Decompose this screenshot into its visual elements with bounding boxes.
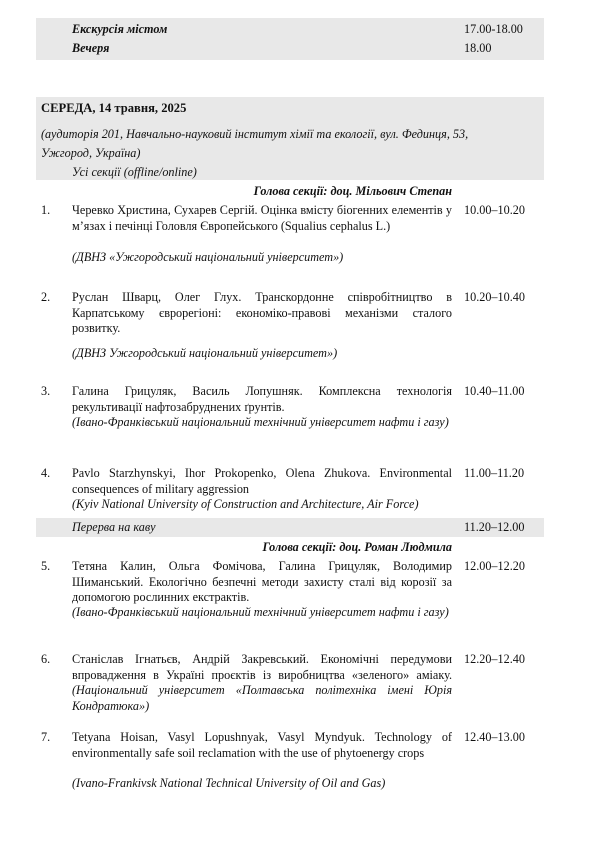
talk-5-time: 12.00–12.20	[464, 559, 525, 573]
talk-2-time: 10.20–10.40	[464, 290, 525, 304]
talk-1-time: 10.00–10.20	[464, 203, 525, 217]
session-chair-2: Голова секції: доц. Роман Людмила	[262, 540, 452, 554]
talk-1-number: 1.	[41, 203, 51, 217]
sections-label: Усі секції (offline/online)	[72, 165, 197, 179]
talk-2-text: Руслан Шварц, Олег Глух. Транскордонне співробітництво в Карпатському єврорегіоні: економіко-правові механізми сталого розвитку.	[72, 290, 452, 335]
talk-6-number: 6.	[41, 652, 51, 666]
talk-5-affiliation: (Івано-Франківський національний технічний університет нафти і газу)	[72, 605, 449, 619]
talk-4-number: 4.	[41, 466, 51, 480]
talk-1-affiliation: (ДВНЗ «Ужгородський національний університет»)	[72, 250, 344, 264]
coffee-break-time: 11.20–12.00	[464, 520, 525, 534]
talk-6	[72, 652, 452, 714]
talk-3-affiliation: (Івано-Франківський національний технічний університет нафти і газу)	[72, 415, 449, 429]
talk-2-number: 2.	[41, 290, 51, 304]
talk-4-text: Pavlo Starzhynskyi, Ihor Prokopenko, Olena Zhukova. Environmental consequences of military aggression	[72, 466, 452, 496]
talk-7-text: Tetyana Hoisan, Vasyl Lopushnyak, Vasyl Myndyuk. Technology of environmentally safe soil reclamation with the use of phytoenergy crops	[72, 730, 452, 760]
talk-3	[72, 384, 452, 415]
talk-7	[72, 730, 452, 761]
talk-5-number: 5.	[41, 559, 51, 573]
talk-2-affiliation: (ДВНЗ Ужгородський національний університет»)	[72, 346, 338, 360]
talk-5	[72, 559, 452, 606]
talk-1	[72, 203, 452, 234]
excursion-time: 17.00-18.00	[464, 22, 523, 36]
day-title: СЕРЕДА, 14 травня, 2025	[41, 101, 187, 115]
talk-5-text: Тетяна Калин, Ольга Фомічова, Галина Грицуляк, Володимир Шиманський. Екологічно безпечні методи захисту сталі від корозії за допомогою рослинних екстрактів.	[72, 559, 452, 604]
talk-4-time: 11.00–11.20	[464, 466, 525, 480]
excursion-label: Екскурсія містом	[72, 22, 168, 36]
talk-3-time: 10.40–11.00	[464, 384, 525, 398]
talk-7-number: 7.	[41, 730, 51, 744]
session-chair-1: Голова секції: доц. Мільович Степан	[253, 184, 452, 198]
dinner-time: 18.00	[464, 41, 492, 55]
talk-4	[72, 466, 452, 497]
talk-3-number: 3.	[41, 384, 51, 398]
talk-2	[72, 290, 452, 337]
talk-7-affiliation: (Ivano-Frankivsk National Technical University of Oil and Gas)	[72, 776, 386, 790]
day-location: (аудиторія 201, Навчально-науковий інститут хімії та екології, вул. Фединця, 53, Ужгород, Україна)	[41, 127, 469, 160]
coffee-break-label: Перерва на каву	[72, 520, 156, 534]
talk-6-time: 12.20–12.40	[464, 652, 525, 666]
dinner-label: Вечеря	[72, 41, 110, 55]
talk-1-text: Черевко Христина, Сухарев Сергій. Оцінка вмісту біогенних елементів у м’язах і печінці Головля Європейського (Squalius cephalus L.)	[72, 203, 452, 233]
talk-6-affiliation: (Національний університет «Полтавська політехніка імені Юрія Кондратюка»)	[72, 683, 452, 713]
talk-3-text: Галина Грицуляк, Василь Лопушняк. Комплексна технологія рекультивації нафтозабруднених ґрунтів.	[72, 384, 452, 414]
talk-6-text: Станіслав Ігнатьєв, Андрій Закревський. Економічні передумови впровадження в Україні проєктів із виробництва «зеленого» аміаку.	[72, 652, 452, 682]
talk-7-time: 12.40–13.00	[464, 730, 525, 744]
talk-4-affiliation: (Kyiv National University of Construction and Architecture, Air Force)	[72, 497, 419, 511]
